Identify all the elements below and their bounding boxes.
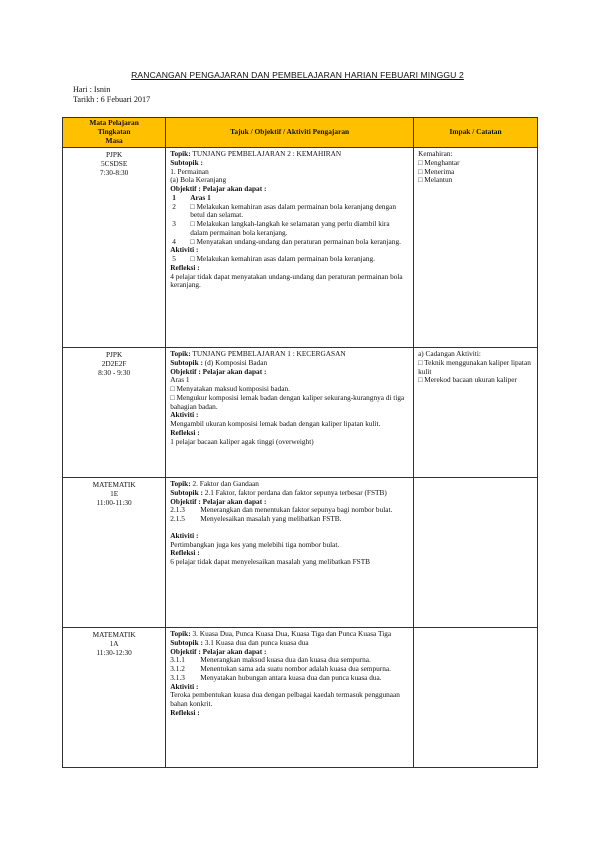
reflection-text: 6 pelajar tidak dapat menyelesaikan masalah yang melibatkan FSTB xyxy=(170,557,371,566)
objective-item: 2 □ Melakukan kemahiran asas dalam permainan bola keranjang dengan betul dan selamat. xyxy=(172,201,397,220)
objective-line: □ Mengukur komposisi lemak badan dengan kaliper sekurang-kurangnya di tiga bahagian badan. xyxy=(170,392,405,411)
subtopic-text: (d) Komposisi Badan xyxy=(202,357,268,367)
lesson-plan-table xyxy=(62,117,538,768)
objective-line: Aras 1 xyxy=(170,375,190,385)
impact-cell xyxy=(414,148,538,348)
page-title: RANCANGAN PENGAJARAN DAN PEMBELAJARAN HARIAN FEBUARI MINGGU 2 xyxy=(131,70,464,80)
header-subject: Mata Pelajaran xyxy=(89,118,139,128)
activity-text: Mengambil ukuran komposisi lemak badan dengan kaliper lipatan kulit. xyxy=(170,419,381,428)
class-info-cell xyxy=(63,478,166,628)
objective-item: 2.1.3 Menerangkan dan menentukan faktor sepunya bagi nombor bulat. xyxy=(170,505,393,515)
reflection-label: Refleksi : xyxy=(170,548,200,558)
impact-cell xyxy=(414,348,538,478)
impact-line: □ Melantun xyxy=(418,175,453,185)
subtopic-label: Subtopik : xyxy=(170,157,203,167)
table-row xyxy=(63,148,538,348)
subject-name: PJPK xyxy=(106,150,123,159)
reflection-label: Refleksi : xyxy=(170,427,200,437)
reflection-label: Refleksi : xyxy=(170,262,200,272)
impact-line: □ Teknik menggunakan kaliper lipatan kulit xyxy=(418,357,531,376)
lesson-content-cell xyxy=(166,148,414,348)
objective-line: □ Menyatakan maksud komposisi badan. xyxy=(170,384,290,393)
activity-label: Aktiviti : xyxy=(170,530,199,540)
impact-line: a) Cadangan Aktiviti: xyxy=(418,349,481,358)
objective-item: 3 □ Melakukan langkah-langkah ke selamatan yang perlu diambil kira dalam permainan bola keranjang. xyxy=(172,219,390,237)
impact-line: Kemahiran: xyxy=(418,149,453,158)
table-row xyxy=(63,478,538,628)
activity-label: Aktiviti : xyxy=(170,410,199,420)
topic-label: Topik: xyxy=(170,149,191,158)
subject-name: MATEMATIK xyxy=(92,480,136,489)
class-info-cell xyxy=(63,148,166,348)
impact-cell xyxy=(414,628,538,768)
topic-label: Topik: xyxy=(170,629,191,638)
header-impact-notes: Impak / Catatan xyxy=(414,118,538,148)
subtopic-label: Subtopik : xyxy=(170,487,203,497)
lesson-content-cell xyxy=(166,628,414,768)
topic-text: TUNJANG PEMBELAJARAN 2 : KEMAHIRAN xyxy=(190,149,342,158)
activity-label: Aktiviti : xyxy=(170,245,199,255)
activity-item: 5 □ Melakukan kemahiran asas dalam permainan bola keranjang. xyxy=(172,254,375,263)
topic-text: 2. Faktor dan Gandaan xyxy=(190,479,259,488)
class-name: 1E xyxy=(110,488,119,498)
header-time: Masa xyxy=(105,135,123,145)
activity-text: Pertimbangkan juga kes yang melebihi tiga nombor bulat. xyxy=(170,539,340,549)
subtopic-text: 2.1 Faktor, faktor perdana dan faktor sepunya terbesar (FSTB) xyxy=(202,487,387,497)
lesson-content-cell xyxy=(166,348,414,478)
subtopic-label: Subtopik : xyxy=(170,637,203,647)
impact-line: □ Merekod bacaan ukuran kaliper xyxy=(418,375,517,385)
table-row xyxy=(63,348,538,478)
subject-name: PJPK xyxy=(106,350,123,359)
reflection-text: 4 pelajar tidak dapat menyatakan undang-undang dan peraturan permainan bola keranjang. xyxy=(170,271,403,290)
subtopic-line: (a) Bola Keranjang xyxy=(170,175,227,185)
impact-line: □ Menghantar xyxy=(418,157,460,167)
header-topic-objective-activity: Tajuk / Objektif / Aktiviti Pengajaran xyxy=(166,118,414,148)
objective-label: Objektif : Pelajar akan dapat : xyxy=(170,496,267,506)
header-class: Tingkatan xyxy=(97,127,131,137)
objective-item: 3.1.3 Menyatakan hubungan antara kuasa dua dan punca kuasa dua. xyxy=(170,672,382,682)
class-info-cell xyxy=(63,348,166,478)
subject-name: MATEMATIK xyxy=(92,630,136,639)
objective-item: 3.1.1 Menerangkan maksud kuasa dua dan kuasa dua sempurna. xyxy=(170,655,371,665)
table-header-row xyxy=(63,118,538,148)
objective-label: Objektif : Pelajar akan dapat : xyxy=(170,366,267,376)
class-name: 2D2E2F xyxy=(101,358,127,368)
date-label: Tarikh : 6 Febuari 2017 xyxy=(73,95,151,104)
time-slot: 7:30-8:30 xyxy=(99,167,129,177)
time-slot: 11:30-12:30 xyxy=(96,647,132,657)
objective-label: Objektif : Pelajar akan dapat : xyxy=(170,184,267,193)
time-slot: 11:00-11:30 xyxy=(96,497,132,507)
activity-label: Aktiviti : xyxy=(170,681,199,691)
objective-item: 2.1.5 Menyelesaikan masalah yang melibatkan FSTB. xyxy=(170,514,342,523)
class-name: 5CSDSE xyxy=(100,158,128,168)
impact-cell xyxy=(414,478,538,628)
class-name: 1A xyxy=(109,638,119,648)
header-subject-class-time xyxy=(63,118,166,148)
lesson-content-cell xyxy=(166,478,414,628)
subtopic-text: 3.1 Kuasa dua dan punca kuasa dua xyxy=(202,637,309,647)
objective-item: 1 Aras 1 xyxy=(172,192,211,202)
objective-item: 3.1.2 Menentukan sama ada suatu nombor adalah kuasa dua sempurna. xyxy=(170,664,391,673)
reflection-label: Refleksi : xyxy=(170,707,200,717)
topic-text: TUNJANG PEMBELAJARAN 1 : KECERGASAN xyxy=(190,349,346,358)
impact-line: □ Menerima xyxy=(418,166,455,176)
reflection-text: 1 pelajar bacaan kaliper agak tinggi (overweight) xyxy=(170,436,314,446)
class-info-cell xyxy=(63,628,166,768)
topic-label: Topik: xyxy=(170,479,191,488)
time-slot: 8:30 - 9:30 xyxy=(98,367,131,377)
table-row xyxy=(63,628,538,768)
topic-label: Topik: xyxy=(170,349,191,358)
topic-text: 3. Kuasa Dua, Punca Kuasa Dua, Kuasa Tiga dan Punca Kuasa Tiga xyxy=(190,629,392,638)
subtopic-line: 1. Permainan xyxy=(170,166,209,176)
objective-label: Objektif : Pelajar akan dapat : xyxy=(170,646,267,656)
objective-item: 4 □ Menyatakan undang-undang dan peraturan permainan bola keranjang. xyxy=(172,236,401,246)
activity-text: Teroka pembentukan kuasa dua dengan pelbagai kaedah termasuk penggunaan bahan konkrit. xyxy=(170,690,400,708)
subtopic-label: Subtopik : xyxy=(170,357,203,367)
day-label: Hari : Isnin xyxy=(73,85,111,94)
